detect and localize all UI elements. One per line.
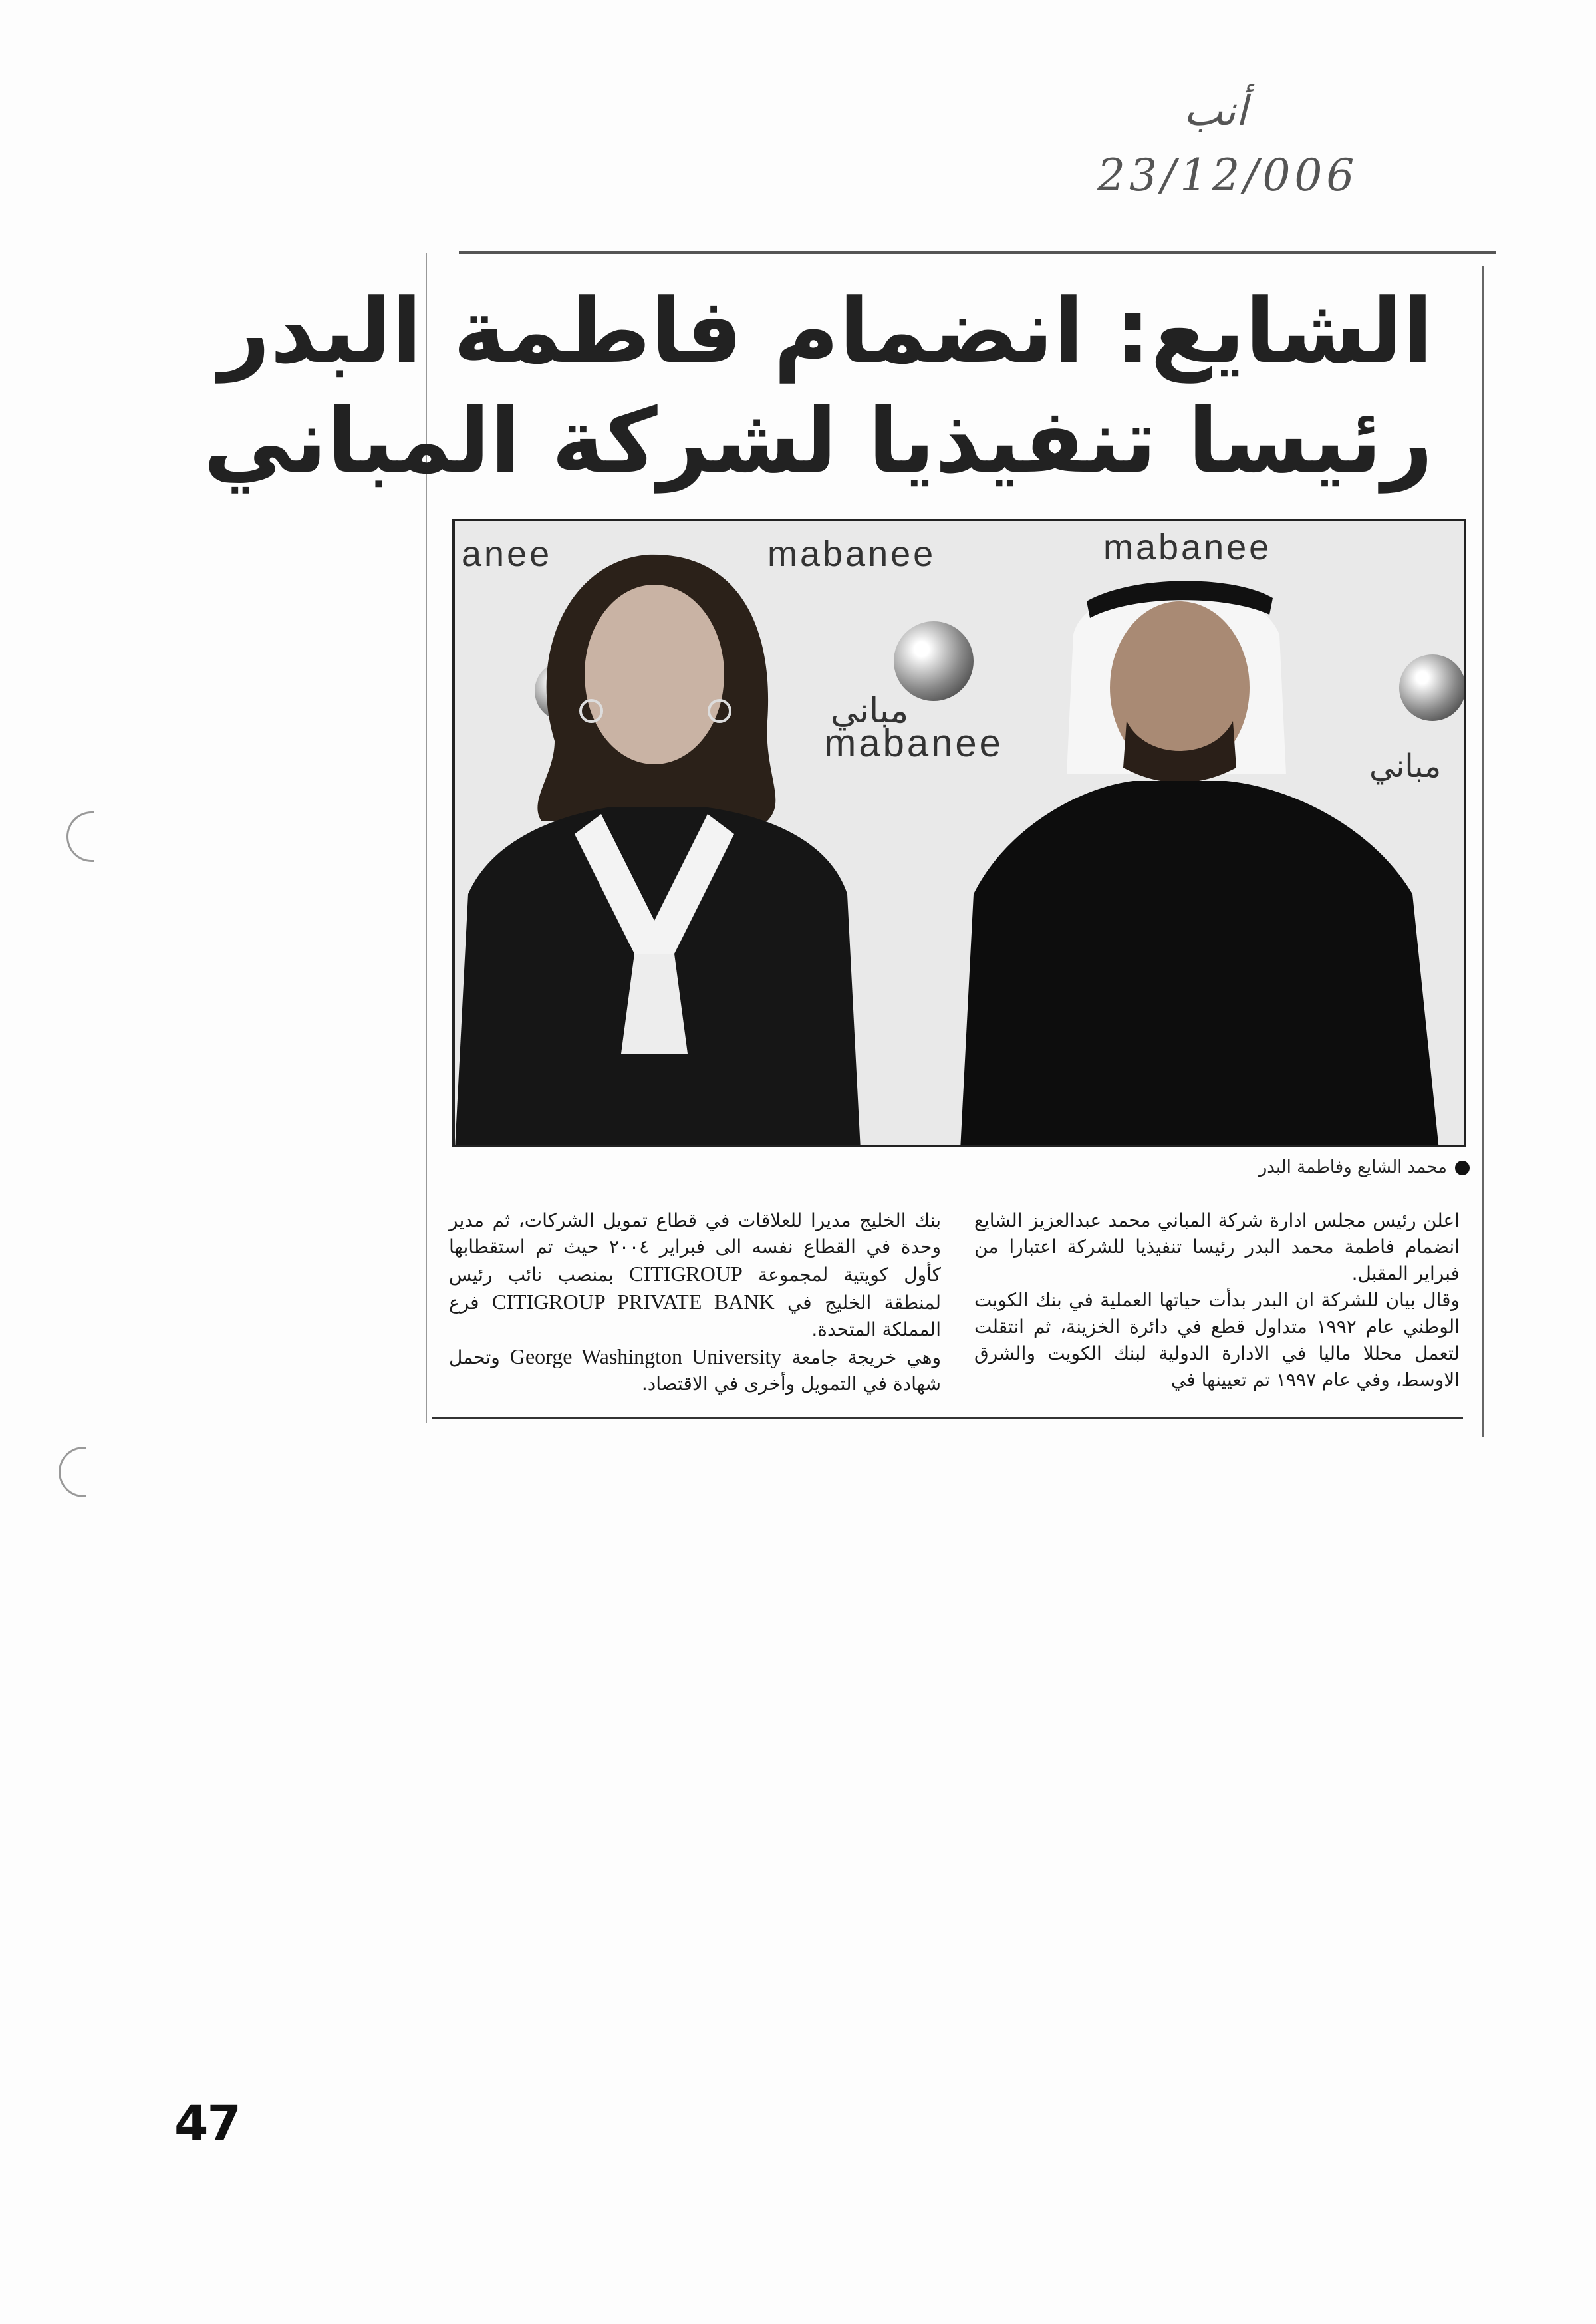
bottom-rule (432, 1417, 1463, 1419)
text-run: وتحمل شهادة في التمويل وأخرى في الاقتصاد. (449, 1346, 941, 1395)
handwritten-source-mark: أنب (1184, 86, 1248, 135)
photo-caption (1259, 1157, 1470, 1177)
article-photo (452, 519, 1466, 1147)
headline-line-2: رئيسا تنفيذيا لشركة المباني (203, 389, 1433, 493)
page-number: 47 (174, 2095, 240, 2152)
text-run: وهي خريجة جامعة (781, 1346, 941, 1368)
binder-hole-mark (66, 811, 94, 862)
man-portrait (934, 521, 1466, 1147)
headline-line-1: الشايع: انضمام فاطمة البدر (219, 279, 1433, 383)
brand-citigroup: CITIGROUP (629, 1262, 743, 1286)
article-column-right (974, 1207, 1460, 1393)
backdrop-logo: mabanee (1103, 527, 1272, 567)
caption-bullet-icon (1455, 1161, 1470, 1175)
article-paragraph (449, 1343, 941, 1397)
caption-text: محمد الشايع وفاطمة البدر (1258, 1157, 1447, 1177)
backdrop-logo-arabic: مباني (1369, 749, 1442, 784)
article-paragraph (449, 1207, 941, 1343)
article-paragraph: وقال بيان للشركة ان البدر بدأت حياتها العملية في بنك الكويت الوطني عام ١٩٩٢ متداول قطع في دائرة الخزينة، ثم انتقلت لتعمل محللا ماليا في الادارة الدولية لبنك الكويت والشرق الاوسط، وفي عام ١٩٩٧ تم تعيينها في (974, 1289, 1460, 1391)
article-paragraph: اعلن رئيس مجلس ادارة شركة المباني محمد عبدالعزيز الشايع انضمام فاطمة محمد البدر رئيسا تنفيذيا للشركة اعتبارا من فبراير المقبل. (974, 1209, 1460, 1284)
right-margin-line (1482, 266, 1484, 1437)
backdrop-logo-arabic: مباني (831, 692, 909, 730)
backdrop-logo: mabanee (824, 722, 1003, 765)
top-rule (459, 251, 1496, 254)
brand-citigroup-private-bank: CITIGROUP PRIVATE BANK (491, 1290, 775, 1314)
text-run: بمنصب نائب رئيس لمنطقة الخليج في (449, 1264, 941, 1314)
text-run: بنك الخليج مديرا للعلاقات في قطاع تمويل الشركات، ثم مدير وحدة في القطاع نفسه الى فبراير ٢٠٠٤ حيث تم استقطابها كأول كويتية لمجموعة (449, 1209, 942, 1286)
woman-portrait (455, 521, 920, 1147)
handwritten-date-mark: 23/12/006 (1097, 150, 1359, 201)
article-column-left (449, 1207, 941, 1397)
text-run: فرع المملكة المتحدة. (449, 1292, 941, 1340)
university-name: George Washington University (509, 1344, 782, 1368)
binder-hole-mark (59, 1447, 86, 1497)
backdrop-logo: anee (462, 534, 553, 574)
backdrop-logo: mabanee (767, 534, 936, 574)
